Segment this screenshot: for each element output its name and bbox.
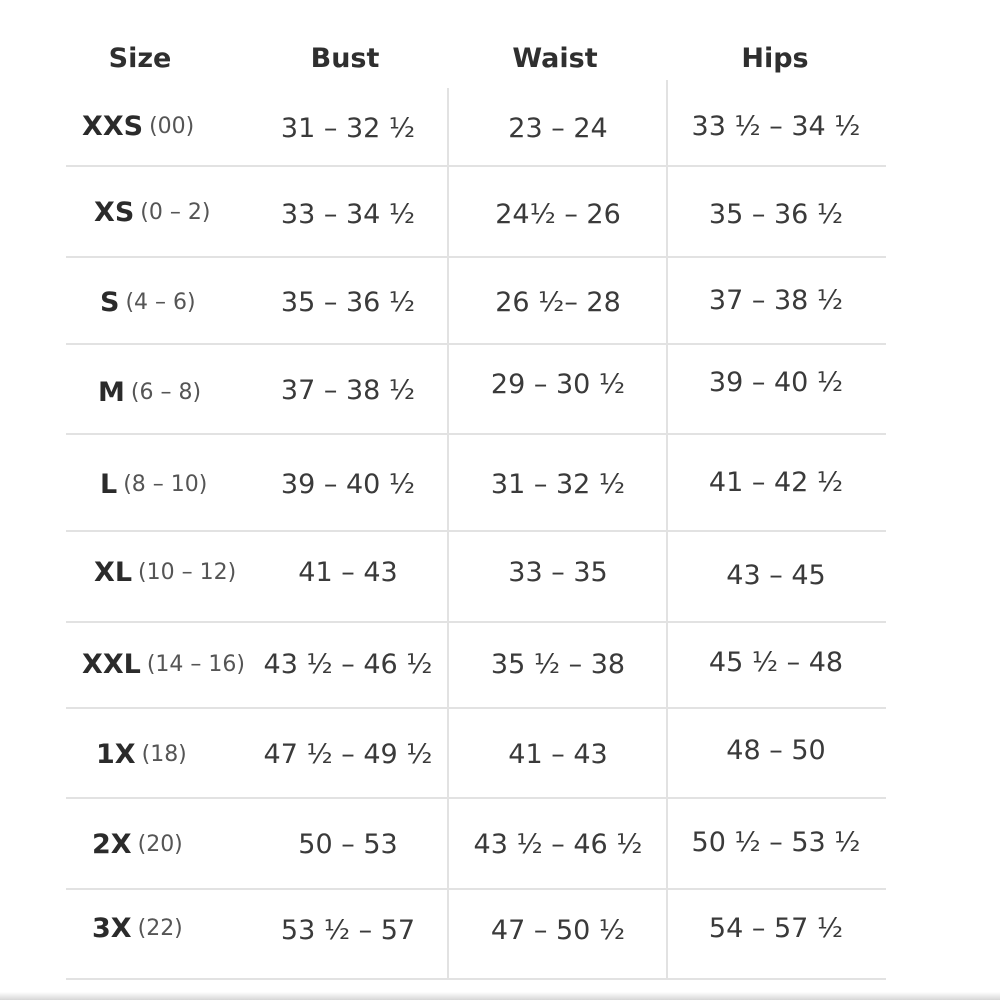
size-numeric: (14 – 16)	[146, 651, 245, 677]
header-waist: Waist	[512, 42, 598, 74]
row-divider	[66, 707, 886, 709]
waist-value: 29 – 30 ½	[490, 368, 626, 400]
row-divider	[66, 433, 886, 435]
row-divider	[66, 530, 886, 532]
size-letter: XXS	[82, 110, 144, 142]
size-numeric: (6 – 8)	[130, 379, 202, 405]
waist-value: 31 – 32 ½	[490, 468, 626, 500]
hips-value: 41 – 42 ½	[708, 466, 844, 498]
row-divider	[66, 797, 886, 799]
hips-value: 43 – 45	[726, 559, 826, 591]
size-label	[82, 642, 262, 686]
hips-value: 45 ½ – 48	[708, 646, 844, 678]
header-hips: Hips	[741, 42, 809, 74]
bust-value: 35 – 36 ½	[280, 286, 416, 318]
size-numeric: (8 – 10)	[123, 471, 208, 497]
size-numeric: (0 – 2)	[140, 199, 211, 225]
size-letter: XXL	[82, 648, 141, 680]
bust-value: 33 – 34 ½	[280, 198, 416, 230]
size-letter: M	[98, 376, 125, 408]
waist-value: 33 – 35	[508, 556, 608, 588]
size-label	[92, 822, 272, 866]
size-letter: 3X	[92, 912, 132, 944]
size-numeric: (22)	[137, 915, 183, 941]
size-numeric: (10 – 12)	[138, 559, 237, 585]
bottom-edge-shadow	[0, 992, 1000, 1000]
row-divider	[66, 978, 886, 980]
hips-value: 33 ½ – 34 ½	[691, 110, 861, 142]
size-numeric: (4 – 6)	[125, 289, 196, 315]
waist-value: 26 ½– 28	[495, 286, 621, 318]
bust-value: 47 ½ – 49 ½	[263, 738, 433, 770]
size-label	[82, 104, 262, 148]
bust-value: 53 ½ – 57	[280, 914, 416, 946]
hips-value: 37 – 38 ½	[708, 284, 844, 316]
size-numeric: (20)	[137, 831, 183, 857]
row-divider	[66, 621, 886, 623]
waist-value: 23 – 24	[508, 112, 608, 144]
bust-value: 39 – 40 ½	[280, 468, 416, 500]
hips-value: 54 – 57 ½	[708, 912, 844, 944]
waist-value: 47 – 50 ½	[490, 914, 626, 946]
waist-value: 43 ½ – 46 ½	[473, 828, 643, 860]
header-size: Size	[108, 42, 172, 74]
bust-value: 41 – 43	[298, 556, 398, 588]
size-label	[94, 190, 274, 234]
bust-value: 37 – 38 ½	[280, 374, 416, 406]
hips-value: 39 – 40 ½	[708, 366, 844, 398]
size-label	[92, 906, 272, 950]
size-letter: XS	[94, 196, 135, 228]
row-divider	[66, 256, 886, 258]
size-letter: L	[100, 468, 118, 500]
size-label	[94, 550, 274, 594]
bust-value: 43 ½ – 46 ½	[263, 648, 433, 680]
waist-value: 41 – 43	[508, 738, 608, 770]
size-letter: 2X	[92, 828, 132, 860]
hips-value: 50 ½ – 53 ½	[691, 826, 861, 858]
bust-value: 50 – 53	[298, 828, 398, 860]
waist-value: 35 ½ – 38	[490, 648, 626, 680]
size-letter: XL	[94, 556, 133, 588]
hips-value: 35 – 36 ½	[708, 198, 844, 230]
waist-value: 24½ – 26	[495, 198, 621, 230]
header-bust: Bust	[310, 42, 380, 74]
row-divider	[66, 343, 886, 345]
row-divider	[66, 165, 886, 167]
size-numeric: (00)	[149, 113, 195, 139]
row-divider	[66, 888, 886, 890]
size-letter: S	[100, 286, 120, 318]
hips-value: 48 – 50	[726, 734, 826, 766]
size-letter: 1X	[96, 738, 136, 770]
bust-value: 31 – 32 ½	[280, 112, 416, 144]
size-numeric: (18)	[141, 741, 187, 767]
